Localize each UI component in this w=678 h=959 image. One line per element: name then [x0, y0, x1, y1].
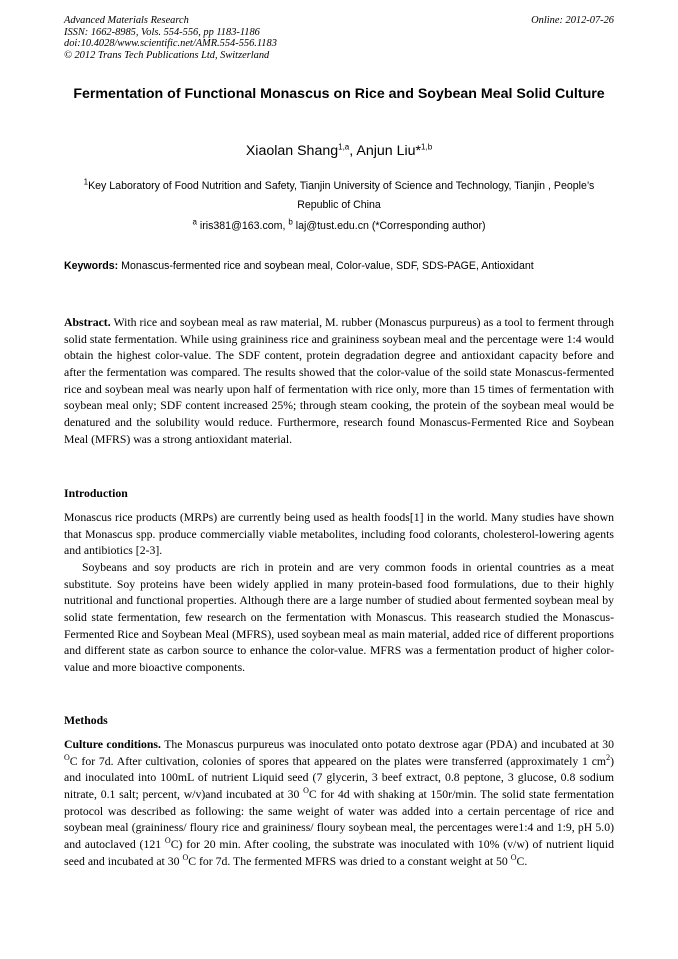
methods-text-7: C.: [516, 854, 528, 868]
journal-name: Advanced Materials Research: [64, 15, 189, 26]
online-date: Online: 2012-07-26: [531, 15, 614, 26]
keywords: [64, 258, 614, 274]
issn-line: ISSN: 1662-8985, Vols. 554-556, pp 1183-1186: [64, 26, 260, 38]
degree-sup-3: O: [164, 836, 171, 846]
culture-conditions-label: Culture conditions.: [64, 738, 161, 751]
abstract-text: With rice and soybean meal as raw material, M. rubber (Monascus purpureus) as a tool to ferment through solid state fermentation. While using graininess rice and graininess soybean meal and the percentage were 1:4 would obtain the highest color-value. The SDF content, protein degradation degree and antioxidant capacity before and after the fermentation was compared. The results showed that the color-value of the soild state Monascus-fermented rice and soybean meal was nearly upon half of fermentation with rice only, more than 15 times of fermentation with soybean meal only; SDF content increased 25%; through steam cooking, the protein of the soybean meal would be denatured and the solubility would reduce. Furthermore, research found Monascus-Fermented Rice and Soybean Meal (MFRS) was a strong antioxidant material.: [64, 316, 614, 446]
squared-sup: 2: [606, 752, 611, 762]
email-a-sup: a: [192, 217, 197, 227]
author-1-sup: 1,a: [338, 142, 350, 152]
methods-text-2: C for 7d. After cultivation, colonies of spores that appeared on the plates were transferred (approximately 1 cm: [69, 754, 607, 768]
abstract: [64, 315, 614, 448]
methods-text-5: C) for 20 min. After cooling, the substrate was inoculated with 10% (v/w) of nutrient liquid seed and incubated at 30: [64, 837, 614, 868]
affiliation-sup: 1: [83, 177, 89, 187]
author-list: [64, 142, 614, 161]
email-b-sup: b: [288, 217, 293, 227]
email-line: [64, 218, 614, 234]
methods-heading: Methods: [64, 714, 108, 727]
methods-text-6: C for 7d. The fermented MFRS was dried to a constant weight at 50: [188, 854, 511, 868]
degree-sup-1: O: [64, 752, 70, 762]
affiliation-text: Key Laboratory of Food Nutrition and Safety, Tianjin University of Science and Technology, Tianjin , People’s Republic of China: [88, 180, 595, 211]
author-2-name: Anjun Liu*: [356, 143, 422, 159]
methods-text-1: The Monascus purpureus was inoculated onto potato dextrose agar (PDA) and incubated at 30: [160, 738, 614, 751]
abstract-label: Abstract.: [64, 316, 111, 329]
email-a: iris381@163.com,: [196, 220, 289, 232]
degree-sup-4: O: [182, 852, 189, 862]
methods-text-4: C for 4d with shaking at 150r/min. The solid state fermentation protocol was described as following: the same weight of water was added into a certain percentage of rice and soybean meal (graininess/ floury rice and graininess/ floury soybean meal, the percentages were1:4 and 1:9, pH 5.0) and autoclaved (121: [64, 787, 615, 851]
degree-sup-5: O: [510, 852, 517, 862]
introduction-paragraph-1: Monascus rice products (MRPs) are currently being used as health foods[1] in the world. Many studies have shown that Monascus spp. produce commercially viable metabolites, including food colorants, cholesterol-lowering agents and antibiotics [2-3].: [64, 511, 614, 558]
email-b: laj@tust.edu.cn (*Corresponding author): [292, 220, 486, 232]
affiliation: [64, 177, 614, 215]
methods-paragraph-1: [64, 737, 614, 870]
copyright-line: © 2012 Trans Tech Publications Ltd, Switzerland: [64, 49, 270, 61]
keywords-text: Monascus-fermented rice and soybean meal, Color-value, SDF, SDS-PAGE, Antioxidant: [118, 260, 534, 272]
keywords-label: Keywords:: [64, 260, 119, 272]
methods-text-3: ) and inoculated into 100mL of nutrient Liquid seed (7 glycerin, 3 beef extract, 0.8 peptone, 3 glucose, 0.8 sodium nitrate, 0.1 salt; percent, w/v)and incubated at 30: [64, 754, 614, 801]
introduction-heading: Introduction: [64, 487, 128, 500]
paper-title: Fermentation of Functional Monascus on Rice and Soybean Meal Solid Culture: [73, 86, 605, 102]
author-2-sup: 1,b: [421, 142, 433, 152]
author-separator: ,: [349, 143, 357, 159]
introduction-paragraph-2: Soybeans and soy products are rich in protein and are very common foods in oriental countries as a meat substitute. Soy proteins have been widely applied in many protein-based food formulations, due to their highly nutritional and functional properties. Although there are a large number of studied about fermented soybean meal by solid state fermentation, few research on the fermentation with Monascus. This reasearch studied the Monascus-Fermented Rice and Soybean Meal (MFRS), used soybean meal as main material, added rice of different proportions and different state as carbon source to enhance the color-value. MFRS was a fermentation product of higher color-value and more bioactive components.: [64, 561, 614, 674]
degree-sup-2: O: [303, 786, 309, 796]
author-1-name: Xiaolan Shang: [245, 143, 339, 159]
doi-line: doi:10.4028/www.scientific.net/AMR.554-556.1183: [64, 38, 277, 50]
journal-header: [64, 15, 277, 61]
